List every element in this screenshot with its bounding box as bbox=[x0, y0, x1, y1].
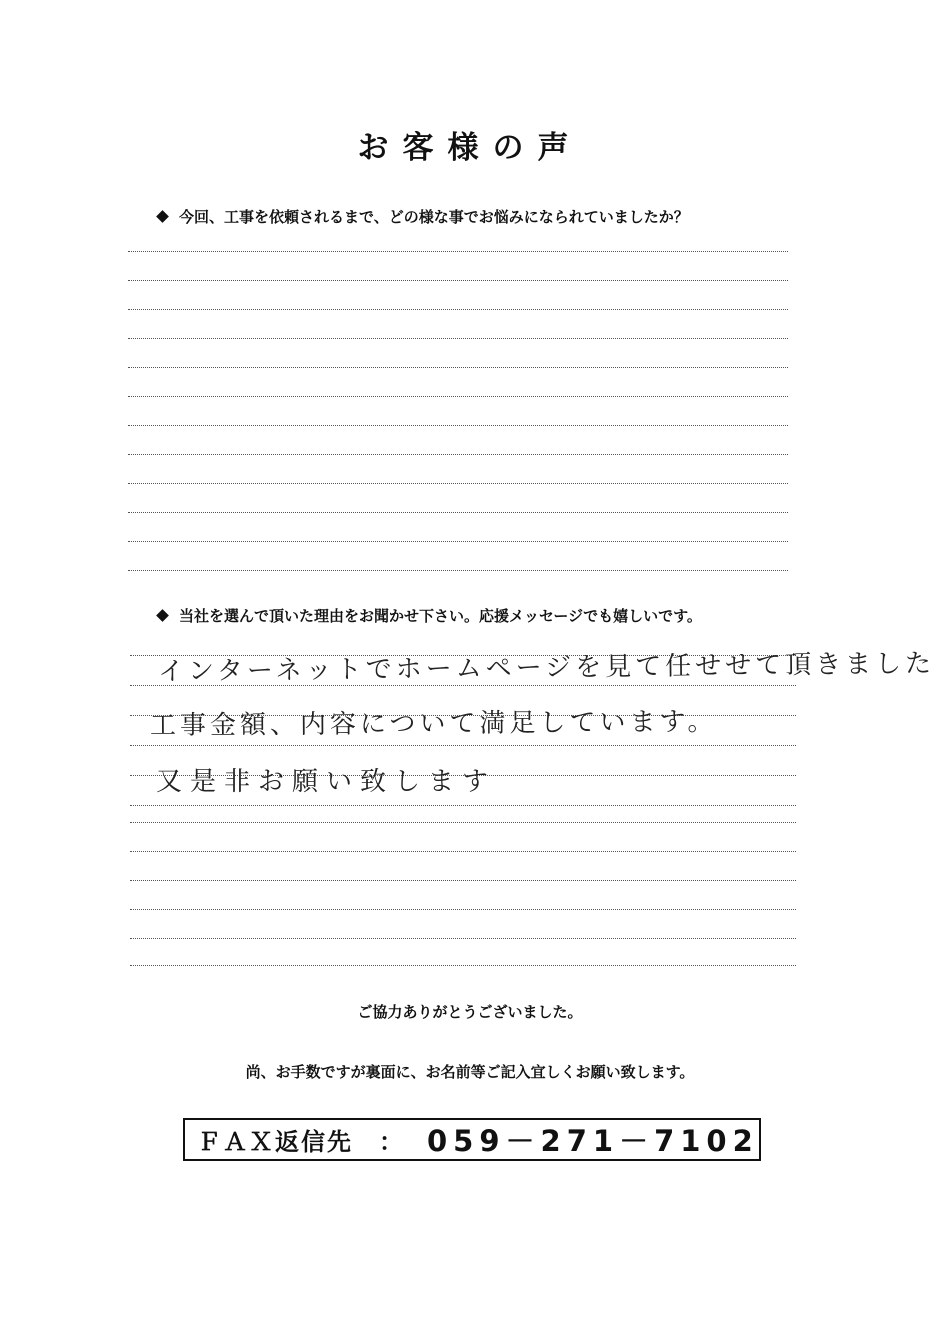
ruled-line bbox=[128, 570, 788, 571]
ruled-line bbox=[128, 280, 788, 281]
request-message: 尚、お手数ですが裏面に、お名前等ご記入宜しくお願い致します。 bbox=[245, 1063, 695, 1081]
diamond-bullet-icon bbox=[156, 210, 169, 223]
ruled-line bbox=[128, 454, 788, 455]
ruled-line bbox=[130, 938, 796, 939]
ruled-line bbox=[128, 483, 788, 484]
ruled-line bbox=[128, 541, 788, 542]
ruled-line bbox=[128, 396, 788, 397]
question-1-text: 今回、工事を依頼されるまで、どの様な事でお悩みになられていましたか？ bbox=[179, 208, 689, 226]
thanks-message: ご協力ありがとうございました。 bbox=[357, 1003, 583, 1021]
ruled-line bbox=[128, 425, 788, 426]
handwritten-answer-line: 又是非お願い致します bbox=[156, 767, 497, 797]
diamond-bullet-icon bbox=[156, 609, 169, 622]
ruled-line bbox=[128, 512, 788, 513]
fax-separator: ： bbox=[379, 1128, 403, 1156]
question-2 bbox=[158, 605, 702, 627]
fax-number: 059－271－7102 bbox=[427, 1124, 759, 1158]
ruled-line bbox=[128, 367, 788, 368]
fax-label: ＦＡＸ返信先 bbox=[197, 1128, 353, 1156]
ruled-line bbox=[130, 805, 796, 806]
ruled-line bbox=[128, 309, 788, 310]
page-title: お客様の声 bbox=[357, 130, 583, 166]
ruled-line bbox=[130, 965, 796, 966]
ruled-line bbox=[130, 851, 796, 852]
ruled-line bbox=[130, 745, 796, 746]
ruled-line bbox=[130, 822, 796, 823]
ruled-line bbox=[130, 880, 796, 881]
ruled-line bbox=[128, 338, 788, 339]
ruled-line bbox=[128, 251, 788, 252]
ruled-line bbox=[130, 909, 796, 910]
question-2-text: 当社を選んで頂いた理由をお聞かせ下さい。応援メッセージでも嬉しいです。 bbox=[179, 607, 702, 625]
handwritten-answer-line: インターネットでホームページを見て任せせて頂きました bbox=[157, 648, 936, 687]
handwritten-answer-line: 工事金額、内容について満足しています。 bbox=[149, 707, 718, 741]
fax-return-box bbox=[183, 1118, 761, 1161]
question-1 bbox=[158, 206, 689, 228]
